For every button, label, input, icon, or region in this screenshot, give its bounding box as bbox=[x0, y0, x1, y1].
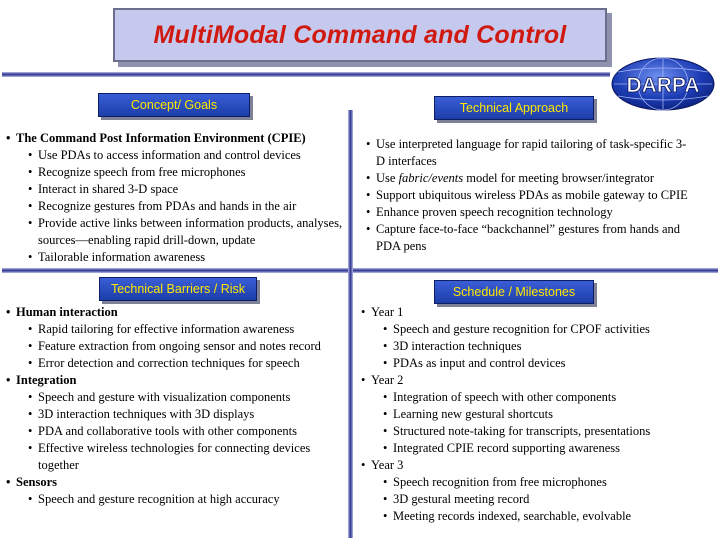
list-item: • Integrated CPIE record supporting awareness bbox=[361, 440, 711, 457]
concept-goals-header: Concept/ Goals bbox=[98, 93, 250, 117]
list-item: • PDAs as input and control devices bbox=[361, 355, 711, 372]
group-label: • Integration bbox=[6, 372, 340, 389]
list-item: • 3D interaction techniques with 3D displays bbox=[6, 406, 340, 423]
group-label: • Human interaction bbox=[6, 304, 340, 321]
title-box bbox=[113, 8, 607, 62]
slide-title: MultiModal Command and Control bbox=[153, 20, 567, 49]
schedule-milestones-panel bbox=[361, 304, 711, 525]
logo-text: DARPA bbox=[626, 74, 700, 97]
list-item: • Interact in shared 3-D space bbox=[6, 181, 344, 198]
middle-divider-bar bbox=[2, 268, 718, 273]
group-label: • Year 3 bbox=[361, 457, 711, 474]
list-item: • Meeting records indexed, searchable, evolvable bbox=[361, 508, 711, 525]
list-item: • Speech recognition from free microphones bbox=[361, 474, 711, 491]
list-item: • Learning new gestural shortcuts bbox=[361, 406, 711, 423]
group-label: • Year 2 bbox=[361, 372, 711, 389]
list-item: • PDA and collaborative tools with other components bbox=[6, 423, 340, 440]
technical-barriers-panel bbox=[6, 304, 340, 508]
list-item: • Provide active links between information products, analyses, sources—enabling rapid drill-down, update bbox=[6, 215, 344, 249]
schedule-milestones-header: Schedule / Milestones bbox=[434, 280, 594, 304]
list-item: • Speech and gesture recognition for CPOF activities bbox=[361, 321, 711, 338]
list-item: • Effective wireless technologies for connecting devices together bbox=[6, 440, 340, 474]
list-item bbox=[366, 170, 692, 187]
list-item: • 3D interaction techniques bbox=[361, 338, 711, 355]
technical-approach-header: Technical Approach bbox=[434, 96, 594, 120]
group-label: • Sensors bbox=[6, 474, 340, 491]
fabric-events-term: fabric/events bbox=[398, 171, 464, 185]
group-label: • Year 1 bbox=[361, 304, 711, 321]
list-item: • Integration of speech with other components bbox=[361, 389, 711, 406]
darpa-logo bbox=[610, 56, 716, 112]
list-item: • 3D gestural meeting record bbox=[361, 491, 711, 508]
concept-goals-panel bbox=[6, 130, 344, 266]
list-item: • Tailorable information awareness bbox=[6, 249, 344, 266]
list-item: • Speech and gesture with visualization components bbox=[6, 389, 340, 406]
list-item: • Rapid tailoring for effective information awareness bbox=[6, 321, 340, 338]
list-item: • Use PDAs to access information and control devices bbox=[6, 147, 344, 164]
list-item: • Use interpreted language for rapid tailoring of task-specific 3-D interfaces bbox=[366, 136, 692, 170]
list-item: • Capture face-to-face “backchannel” gestures from hands and PDA pens bbox=[366, 221, 692, 255]
list-item: • Enhance proven speech recognition technology bbox=[366, 204, 692, 221]
list-item: • Support ubiquitous wireless PDAs as mobile gateway to CPIE bbox=[366, 187, 692, 204]
list-item: • Recognize gestures from PDAs and hands in the air bbox=[6, 198, 344, 215]
list-item: • Speech and gesture recognition at high accuracy bbox=[6, 491, 340, 508]
list-item: • Feature extraction from ongoing sensor and notes record bbox=[6, 338, 340, 355]
vertical-divider-bar bbox=[348, 110, 353, 538]
technical-barriers-header: Technical Barriers / Risk bbox=[99, 277, 257, 301]
list-item: • Recognize speech from free microphones bbox=[6, 164, 344, 181]
cpie-item: • The Command Post Information Environment (CPIE) bbox=[6, 130, 344, 147]
item-text: model for meeting browser/integrator bbox=[463, 171, 655, 185]
list-item: • Structured note-taking for transcripts, presentations bbox=[361, 423, 711, 440]
technical-approach-panel bbox=[366, 136, 692, 255]
top-divider-bar bbox=[2, 72, 610, 77]
item-text: Use bbox=[376, 171, 399, 185]
list-item: • Error detection and correction techniques for speech bbox=[6, 355, 340, 372]
